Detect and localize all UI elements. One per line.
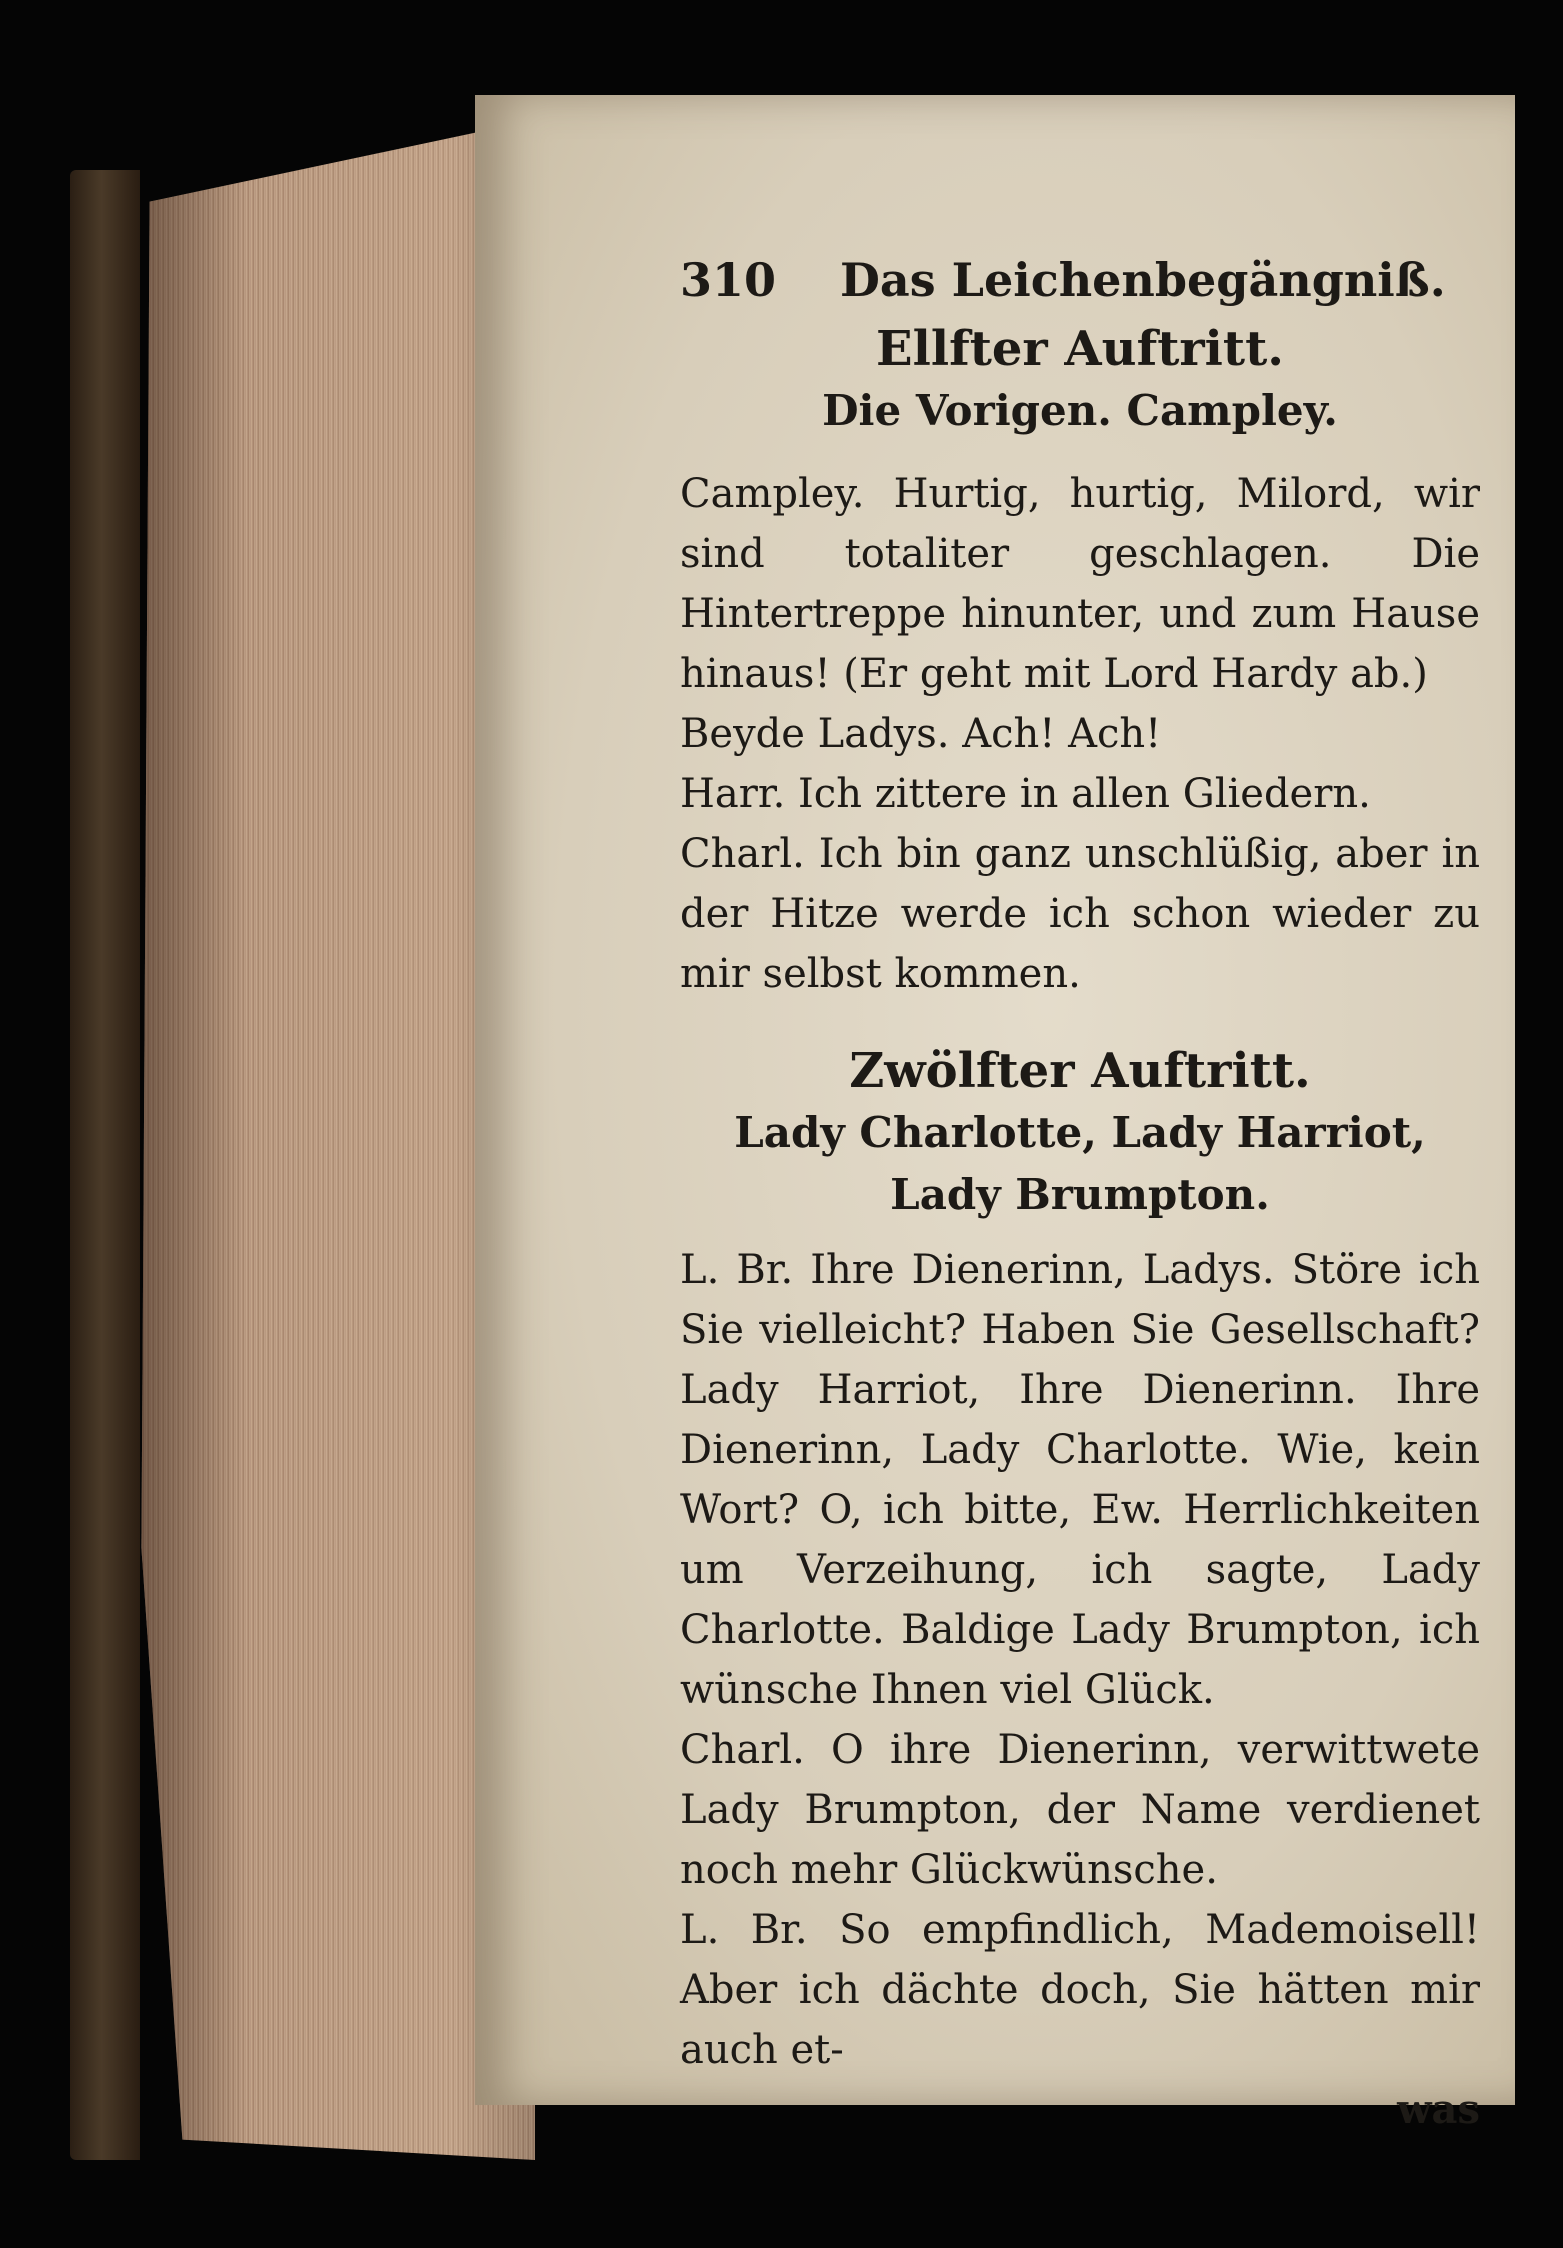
dialogue-line: Campley. Hurtig, hurtig, Milord, wir sind totaliter geschlagen. Die Hintertreppe hinunter, und zum Hause hinaus! (Er geht mit Lord Hardy ab.) (680, 471, 1480, 697)
scene-11-characters: Die Vorigen. Campley. (822, 386, 1338, 435)
dialogue-line: Charl. Ich bin ganz unschlüßig, aber in der Hitze werde ich schon wieder zu mir selbst kommen. (680, 831, 1480, 997)
scene-11-title: Ellfter Auftritt. (876, 321, 1284, 377)
dialogue-line: Beyde Ladys. Ach! Ach! (680, 711, 1162, 757)
scene-12-characters-line-2: Lady Brumpton. (890, 1170, 1270, 1219)
book-cover-spine (70, 170, 140, 2160)
dialogue-line: Charl. O ihre Dienerinn, verwittwete Lady Brumpton, der Name verdienet noch mehr Glückwünsche. (680, 1727, 1480, 1893)
scene-12-title: Zwölfter Auftritt. (849, 1043, 1311, 1099)
catchword: was (1397, 2086, 1480, 2133)
page-edges-shading (125, 120, 535, 2160)
dialogue-line: Harr. Ich zittere in allen Gliedern. (680, 771, 1371, 817)
page-number: 310 (680, 253, 777, 307)
scene-12-characters-line-1: Lady Charlotte, Lady Harriot, (734, 1108, 1426, 1157)
running-head (680, 250, 1480, 310)
running-title: Das Leichenbegängniß. (840, 253, 1446, 307)
dialogue-line: L. Br. So empfindlich, Mademoisell! Aber ich dächte doch, Sie hätten mir auch et- (680, 1907, 1480, 2073)
dialogue-line: L. Br. Ihre Dienerinn, Ladys. Störe ich Sie vielleicht? Haben Sie Gesellschaft? Lady Harriot, Ihre Dienerinn. Ihre Dienerinn, Lady Charlotte. Wie, kein Wort? O, ich bitte, Ew. Herrlichkeiten um Verzeihung, ich sagte, Lady Charlotte. Baldige Lady Brumpton, ich wünsche Ihnen viel Glück. (680, 1247, 1480, 1713)
page-text (680, 250, 1480, 2140)
